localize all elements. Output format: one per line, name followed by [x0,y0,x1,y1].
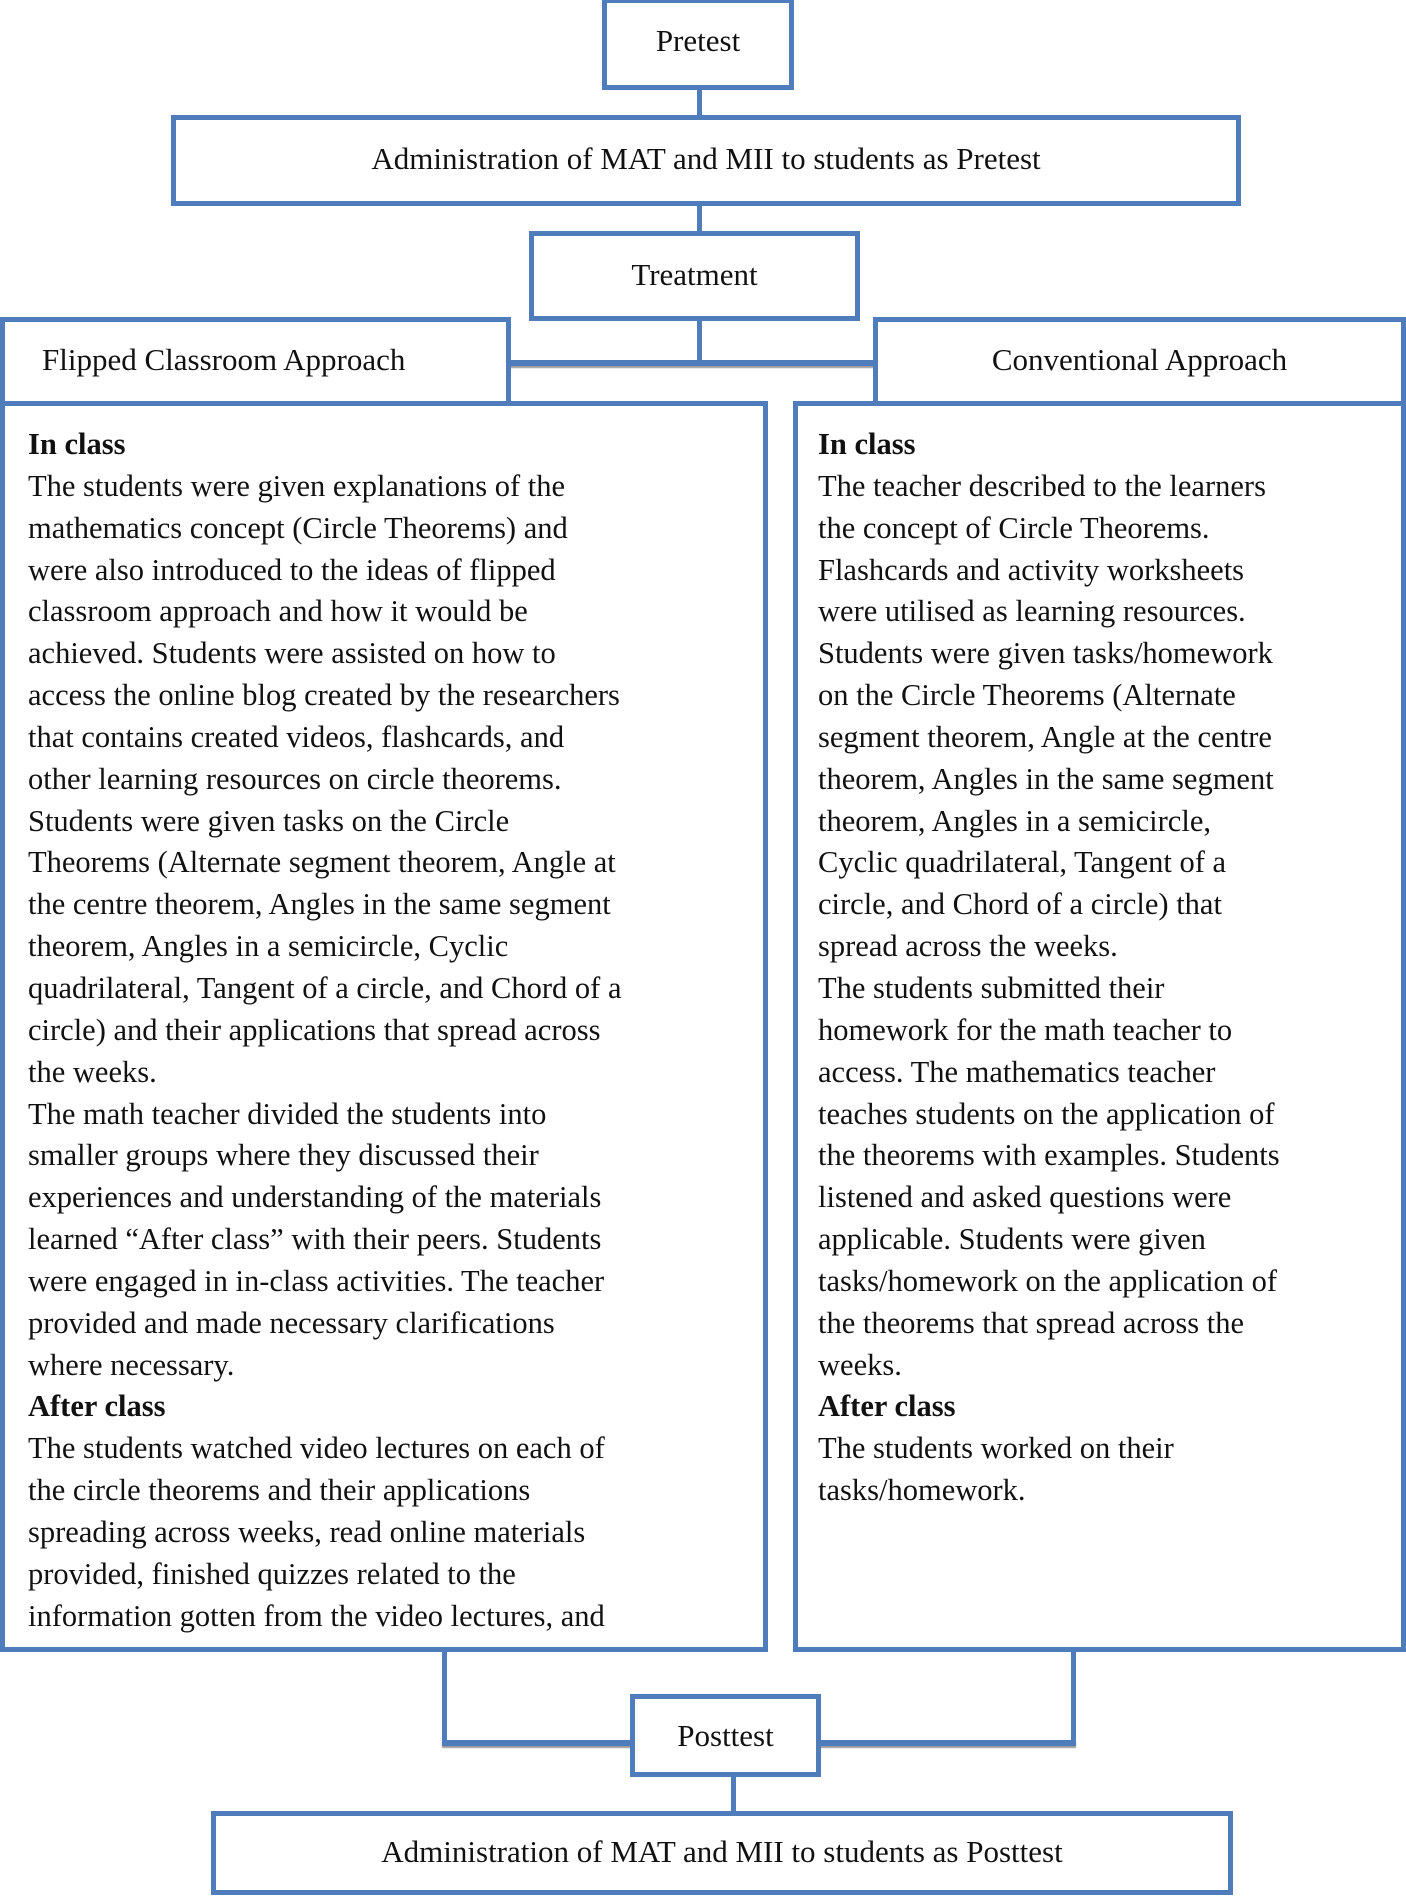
text-line: quadrilateral, Tangent of a circle, and Chord of a [28,970,622,1005]
text-line: access. The mathematics teacher [818,1054,1216,1089]
pretest-box [602,0,794,90]
connector-pretest-to-admin [697,88,702,118]
text-line: where necessary. [28,1347,235,1382]
conventional-after-class-heading: After class [818,1389,956,1424]
text-line: were utilised as learning resources. [818,594,1246,629]
flipped-approach-box [0,317,511,407]
posttest-administration-box [211,1811,1233,1895]
text-line: Students were given tasks/homework [818,636,1273,671]
conventional-in-class-heading: In class [818,427,916,461]
text-line: learned “After class” with their peers. Students [28,1222,602,1257]
text-line: achieved. Students were assisted on how to [28,636,556,671]
text-line: the centre theorem, Angles in the same segment [28,887,611,922]
text-line: applicable. Students were given [818,1222,1206,1257]
text-line: theorem, Angles in a semicircle, Cyclic [28,929,509,964]
text-line: were engaged in in-class activities. The teacher [28,1263,605,1298]
text-line: Cyclic quadrilateral, Tangent of a [818,845,1227,880]
pretest-label: Pretest [655,23,741,58]
text-line: The students watched video lectures on each of [28,1431,605,1466]
connector-posttest-to-admin [731,1774,736,1814]
text-line: on the Circle Theorems (Alternate [818,678,1236,713]
conventional-content-box [793,401,1406,1652]
conventional-approach-box [873,317,1406,407]
flipped-approach-label: Flipped Classroom Approach [42,342,406,377]
text-line: Theorems (Alternate segment theorem, Angle at [28,845,616,880]
text-line: the theorems that spread across the [818,1305,1245,1340]
text-line: segment theorem, Angle at the centre [818,719,1272,754]
connector-flipped-down [442,1648,447,1745]
pretest-administration-label: Administration of MAT and MII to students as Pretest [371,141,1041,176]
text-line: other learning resources on circle theorems. [28,761,562,796]
connector-branch-horizontal [508,360,878,366]
posttest-administration-label: Administration of MAT and MII to students as Posttest [381,1834,1063,1869]
text-line: teaches students on the application of [818,1096,1275,1131]
text-line: circle, and Chord of a circle) that [818,887,1222,922]
connector-merge-left [442,1740,632,1746]
text-line: tasks/homework on the application of [818,1263,1278,1298]
flipped-after-class-heading: After class [28,1389,166,1424]
text-line: provided, finished quizzes related to the [28,1556,516,1591]
posttest-label: Posttest [677,1718,774,1753]
text-line: the concept of Circle Theorems. [818,510,1210,545]
text-line: provided and made necessary clarifications [28,1305,555,1340]
text-line: the circle theorems and their applications [28,1473,531,1508]
connector-treatment-down [697,318,702,364]
text-line: theorem, Angles in a semicircle, [818,803,1211,838]
conventional-approach-label: Conventional Approach [991,342,1288,377]
text-line: access the online blog created by the researchers [28,678,620,713]
text-line: spreading across weeks, read online materials [28,1514,586,1549]
text-line: experiences and understanding of the materials [28,1180,602,1215]
text-line: circle) and their applications that spread across [28,1012,601,1047]
treatment-box [529,231,860,321]
text-line: The math teacher divided the students into [28,1096,547,1131]
text-line: listened and asked questions were [818,1180,1232,1215]
text-line: Flashcards and activity worksheets [818,552,1245,587]
connector-conventional-down [1071,1648,1076,1745]
text-line: tasks/homework. [818,1473,1026,1508]
text-line: mathematics concept (Circle Theorems) and [28,510,568,545]
text-line: theorem, Angles in the same segment [818,761,1274,796]
text-line: the theorems with examples. Students [818,1138,1280,1173]
text-line: homework for the math teacher to [818,1012,1233,1047]
text-line: The students were given explanations of the [28,468,565,503]
connector-merge-right [818,1740,1076,1746]
pretest-administration-box [171,115,1241,206]
flipped-in-class-heading: In class [28,427,126,461]
text-line: weeks. [818,1347,902,1382]
text-line: that contains created videos, flashcards, and [28,719,565,754]
flipped-content-text [28,424,757,1637]
text-line: Students were given tasks on the Circle [28,803,510,838]
treatment-label: Treatment [631,257,758,292]
text-line: information gotten from the video lectures, and [28,1598,605,1633]
text-line: The teacher described to the learners [818,468,1266,503]
conventional-content-text [818,424,1395,1512]
text-line: smaller groups where they discussed their [28,1138,539,1173]
text-line: the weeks. [28,1054,157,1089]
text-line: spread across the weeks. [818,929,1118,964]
text-line: were also introduced to the ideas of flipped [28,552,556,587]
text-line: classroom approach and how it would be [28,594,528,629]
posttest-box [630,1694,821,1777]
text-line: The students submitted their [818,970,1165,1005]
flipped-content-box [0,401,768,1652]
text-line: The students worked on their [818,1431,1174,1466]
